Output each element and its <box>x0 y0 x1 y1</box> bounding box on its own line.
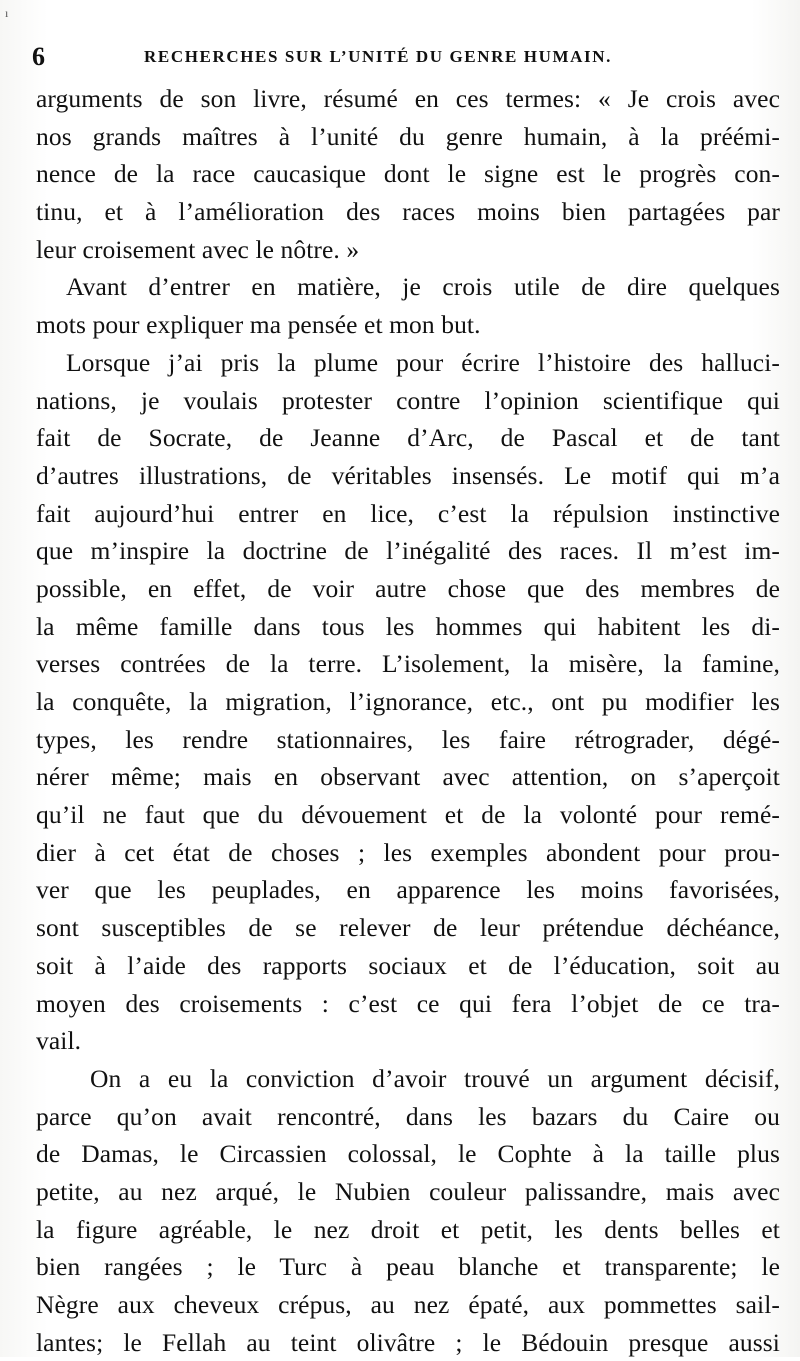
text-line: sont susceptibles de se relever de leur prétendue déchéance, <box>36 913 780 943</box>
text-line: arguments de son livre, résumé en ces termes: « Je crois avec <box>36 84 780 113</box>
margin-mark: ı <box>5 6 9 20</box>
text-line: verses contrées de la terre. L’isolement, la misère, la famine, <box>36 649 780 679</box>
text-line: possible, en effet, de voir autre chose que des membres de <box>36 573 780 603</box>
text-line: Nègre aux cheveux crépus, au nez épaté, aux pommettes sail- <box>36 1290 780 1319</box>
text-line: types, les rendre stationnaires, les faire rétrograder, dégé- <box>36 724 780 754</box>
text-line: la figure agréable, le nez droit et petit, les dents belles et <box>36 1214 780 1244</box>
text-line: parce qu’on avait rencontré, dans les bazars du Caire ou <box>36 1101 780 1131</box>
text-line: qu’il ne faut que du dévouement et de la volonté pour remé- <box>36 800 780 830</box>
text-line: que m’inspire la doctrine de l’inégalité des races. Il m’est im- <box>36 536 780 566</box>
running-title: RECHERCHES SUR L’UNITÉ DU GENRE HUMAIN. <box>144 47 612 66</box>
text-line: moyen des croisements : c’est ce qui fera l’objet de ce tra- <box>36 988 780 1018</box>
text-line: la conquête, la migration, l’ignorance, etc., ont pu modifier les <box>36 687 780 716</box>
text-line: fait de Socrate, de Jeanne d’Arc, de Pascal et de tant <box>36 423 780 453</box>
text-line: fait aujourd’hui entrer en lice, c’est la répulsion instinctive <box>36 498 780 528</box>
text-line: dier à cet état de choses ; les exemples abondent pour prou- <box>36 837 780 867</box>
text-line: bien rangées ; le Turc à peau blanche et transparente; le <box>36 1252 780 1282</box>
text-line: nations, je voulais protester contre l’opinion scientifique qui <box>36 385 780 415</box>
text-line: ver que les peuplades, en apparence les moins favorisées, <box>36 875 780 905</box>
text-line: nos grands maîtres à l’unité du genre humain, à la préémi- <box>36 121 780 151</box>
text-line: mots pour expliquer ma pensée et mon but. <box>36 310 481 340</box>
text-line: leur croisement avec le nôtre. » <box>36 234 360 264</box>
page-header <box>30 42 780 78</box>
text-line: vail. <box>36 1026 82 1056</box>
text-line: nérer même; mais en observant avec attention, on s’aperçoit <box>36 762 780 792</box>
text-line: de Damas, le Circassien colossal, le Cophte à la taille plus <box>36 1139 780 1169</box>
body-text <box>36 80 780 1361</box>
text-line: soit à l’aide des rapports sociaux et de l’éducation, soit au <box>36 950 780 980</box>
paragraph-start-line: Avant d’entrer en matière, je crois utile de dire quelques <box>66 272 780 302</box>
paragraph-start-line: Lorsque j’ai pris la plume pour écrire l’histoire des halluci- <box>66 347 780 377</box>
text-line: petite, au nez arqué, le Nubien couleur palissandre, mais avec <box>36 1176 780 1206</box>
paragraph-start-line: On a eu la conviction d’avoir trouvé un argument décisif, <box>90 1063 780 1093</box>
text-line: la même famille dans tous les hommes qui habitent les di- <box>36 611 780 641</box>
text-line: d’autres illustrations, de véritables insensés. Le motif qui m’a <box>36 460 780 490</box>
text-line: lantes; le Fellah au teint olivâtre ; le Bédouin presque aussi <box>36 1327 780 1357</box>
text-line: nence de la race caucasique dont le signe est le progrès con- <box>36 159 780 189</box>
page-number: 6 <box>32 42 46 71</box>
text-line: tinu, et à l’amélioration des races moins bien partagées par <box>36 197 780 227</box>
